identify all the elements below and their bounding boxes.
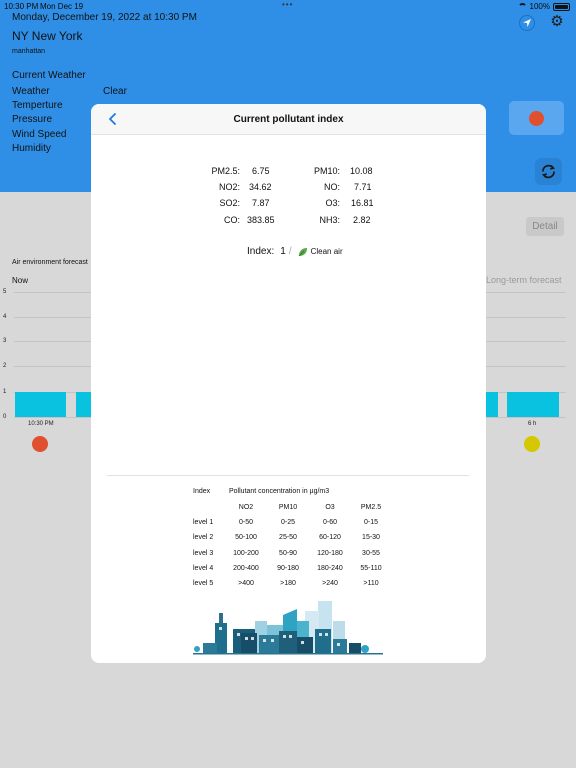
aqi-index [247,246,343,257]
table-concentration-header: Pollutant concentration in µg/m3 [229,488,330,495]
divider [107,475,469,476]
table-row-label: level 2 [193,534,214,541]
forecast-bar[interactable] [507,392,559,417]
temperature-label: Temperture [12,100,63,111]
table-cell: 100-200 [233,550,259,557]
forecast-status-dot [524,436,540,452]
battery-icon [553,3,570,11]
y-tick: 1 [3,389,7,395]
table-cell: 0-60 [322,519,337,526]
y-tick: 0 [3,414,7,420]
y-tick: 3 [3,338,7,344]
table-row-label: level 5 [193,580,214,587]
table-column-header: PM2.5 [360,504,382,511]
gear-icon[interactable]: ⚙ [550,13,564,30]
index-label: Index: [247,246,275,257]
weather-value: Clear [103,86,127,97]
table-cell: >400 [238,580,254,587]
forecast-bar[interactable] [15,392,66,417]
pollutant-value: 10.08 [350,166,373,176]
battery-percent: 100% [529,2,550,11]
y-tick: 2 [3,363,7,369]
wifi-icon [518,3,527,10]
forecast-bar[interactable] [76,392,91,417]
table-cell: 15-30 [362,534,380,541]
pollutant-label: NO2: [218,182,240,192]
weather-label: Weather [12,86,50,97]
table-cell: 30-55 [362,550,380,557]
pollutant-value: 383.85 [247,215,275,225]
table-cell: 50-100 [235,534,257,541]
current-datetime: Monday, December 19, 2022 at 10:30 PM [12,12,197,23]
pollutant-label: O3: [325,198,340,208]
pollutant-label: NH3: [319,215,340,225]
district-name: manhattan [12,48,46,55]
table-row-label: level 4 [193,565,214,572]
time-label: 10:30 PM [28,421,54,427]
modal-title: Current pollutant index [233,114,344,125]
y-tick: 4 [3,314,7,320]
table-cell: 180-240 [317,565,343,572]
index-status: Clean air [310,247,343,256]
pollutant-value: 34.62 [249,182,272,192]
table-cell: >240 [322,580,338,587]
table-cell: 55-110 [360,565,382,572]
pollutant-label: CO: [223,215,240,225]
pollutant-value: 7.71 [354,182,372,192]
table-row-label: level 3 [193,550,214,557]
pollutant-label: SO2: [219,198,240,208]
city-skyline-illustration [193,599,383,657]
forecast-status-dot [32,436,48,452]
table-index-header: Index [193,488,211,495]
forecast-title: Air environment forecast [12,259,88,266]
table-cell: 200-400 [233,565,259,572]
pollutant-value: 2.82 [353,215,371,225]
table-cell: >180 [280,580,296,587]
city-name: NY New York [12,29,83,43]
modal-header [91,104,486,135]
table-column-header: PM10 [278,504,298,511]
index-value: 1 [280,246,286,257]
pollutant-value: 16.81 [351,198,374,208]
table-cell: 0-50 [238,519,253,526]
air-status-indicator[interactable] [509,101,564,135]
pollutant-label: PM10: [313,166,340,176]
time-label: 6 h [528,421,537,427]
refresh-icon[interactable] [535,158,562,185]
leaf-icon [298,247,308,257]
detail-button[interactable]: Detail [526,217,564,236]
y-tick: 5 [3,289,7,295]
now-label: Now [12,276,29,285]
table-cell: 0-25 [280,519,295,526]
pollutant-value: 7.87 [252,198,270,208]
forecast-bar[interactable] [486,392,498,417]
table-row-label: level 1 [193,519,214,526]
index-separator: / [288,246,292,257]
table-cell: 25-50 [279,534,297,541]
table-cell: 50-90 [279,550,297,557]
pressure-label: Pressure [12,114,53,125]
status-dot [529,111,544,126]
multitask-dots-icon[interactable]: ••• [282,0,294,9]
status-bar [0,0,576,12]
pollutant-value: 6.75 [252,166,270,176]
humidity-label: Humidity [12,143,51,154]
pollutant-label: PM2.5: [211,166,240,176]
table-column-header: NO2 [238,504,254,511]
table-column-header: O3 [325,504,335,511]
pollutant-label: NO: [323,182,340,192]
wind-speed-label: Wind Speed [12,129,67,140]
long-term-forecast-label[interactable]: Long-term forecast [486,275,562,285]
location-arrow-icon[interactable] [519,15,535,31]
table-cell: 60-120 [319,534,341,541]
table-cell: 120-180 [317,550,343,557]
status-date: Mon Dec 19 [40,2,84,11]
table-cell: 0-15 [363,519,378,526]
table-cell: 90-180 [277,565,299,572]
pollutant-index-modal [91,104,486,663]
table-cell: >110 [363,580,379,587]
status-time: 10:30 PM [4,2,39,11]
current-weather-heading: Current Weather [12,70,86,81]
